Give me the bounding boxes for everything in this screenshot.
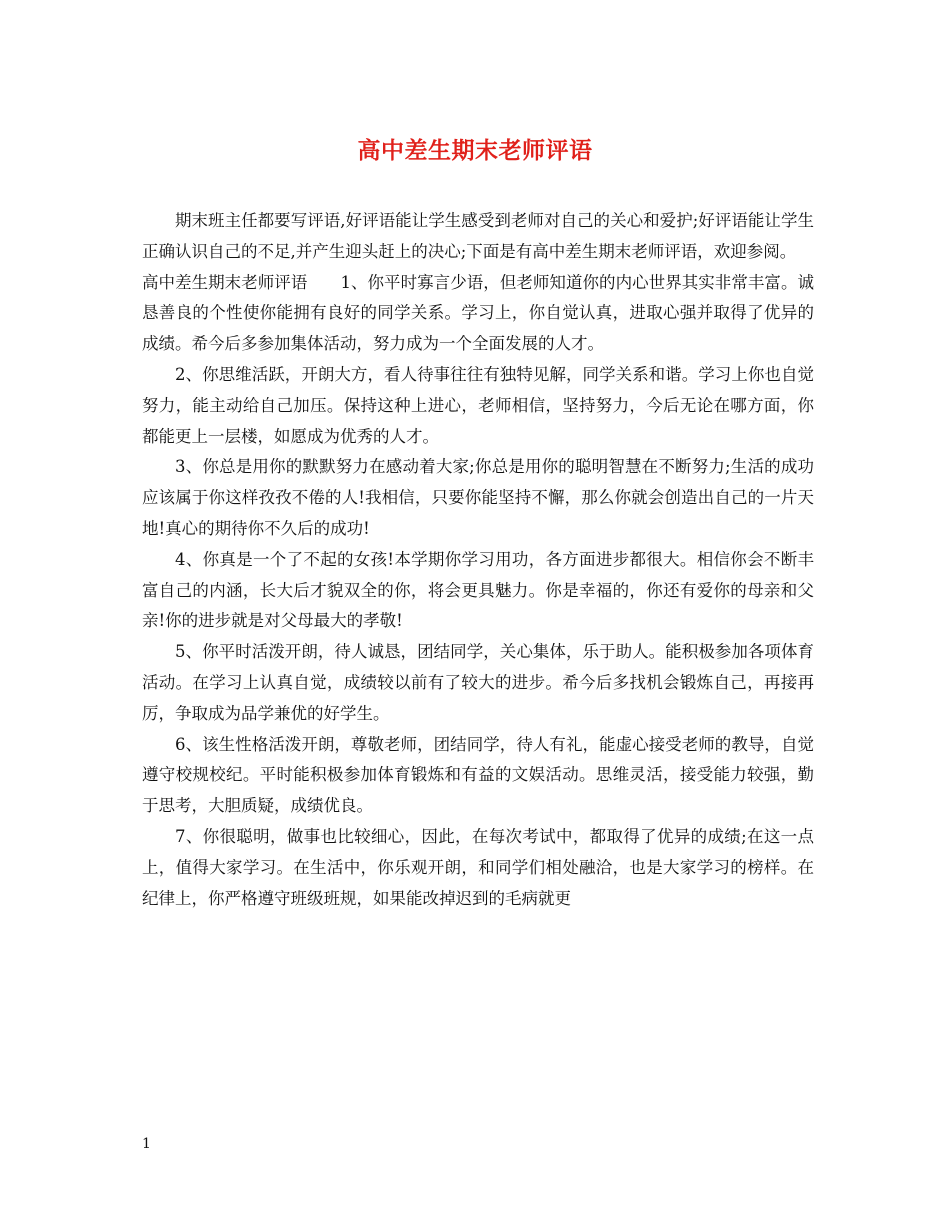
document-title: 高中差生期末老师评语 (357, 137, 593, 164)
comment-paragraph-6: 6、该生性格活泼开朗，尊敬老师，团结同学，待人有礼，能虚心接受老师的教导，自觉遵守校规校纪。平时能积极参加体育锻炼和有益的文娱活动。思维灵活，接受能力较强，勤于思考，大胆质疑，成绩优良。 (142, 734, 814, 816)
comment-paragraph-7: 7、你很聪明，做事也比较细心，因此，在每次考试中，都取得了优异的成绩;在这一点上，值得大家学习。在生活中，你乐观开朗，和同学们相处融洽，也是大家学习的榜样。在纪律上，你严格遵守班级班规，如果能改掉迟到的毛病就更 (142, 826, 814, 908)
comment-paragraph-3: 3、你总是用你的默默努力在感动着大家;你总是用你的聪明智慧在不断努力;生活的成功应该属于你这样孜孜不倦的人!我相信，只要你能坚持不懈，那么你就会创造出自己的一片天地!真心的期待你不久后的成功! (142, 457, 814, 538)
comment-paragraph-1: 高中差生期末老师评语 1、你平时寡言少语，但老师知道你的内心世界其实非常丰富。诚恳善良的个性使你能拥有良好的同学关系。学习上，你自觉认真，进取心强并取得了优异的成绩。希今后多参加集体活动，努力成为一个全面发展的人才。 (142, 272, 814, 354)
page-number: 1 (142, 1136, 151, 1152)
document-body (142, 206, 814, 914)
comment-paragraph-4: 4、你真是一个了不起的女孩!本学期你学习用功，各方面进步都很大。相信你会不断丰富自己的内涵，长大后才貌双全的你，将会更具魅力。你是幸福的，你还有爱你的母亲和父亲!你的进步就是对父母最大的孝敬! (142, 549, 814, 631)
intro-paragraph: 期末班主任都要写评语,好评语能让学生感受到老师对自己的关心和爱护;好评语能让学生正确认识自己的不足,并产生迎头赶上的决心;下面是有高中差生期末老师评语，欢迎参阅。 (142, 211, 814, 261)
comment-paragraph-5: 5、你平时活泼开朗，待人诚恳，团结同学，关心集体，乐于助人。能积极参加各项体育活动。在学习上认真自觉，成绩较以前有了较大的进步。希今后多找机会锻炼自己，再接再厉，争取成为品学兼优的好学生。 (142, 642, 814, 723)
comment-paragraph-2: 2、你思维活跃，开朗大方，看人待事往往有独特见解，同学关系和谐。学习上你也自觉努力，能主动给自己加压。保持这种上进心，老师相信，坚持努力，今后无论在哪方面，你都能更上一层楼，如愿成为优秀的人才。 (142, 364, 814, 446)
